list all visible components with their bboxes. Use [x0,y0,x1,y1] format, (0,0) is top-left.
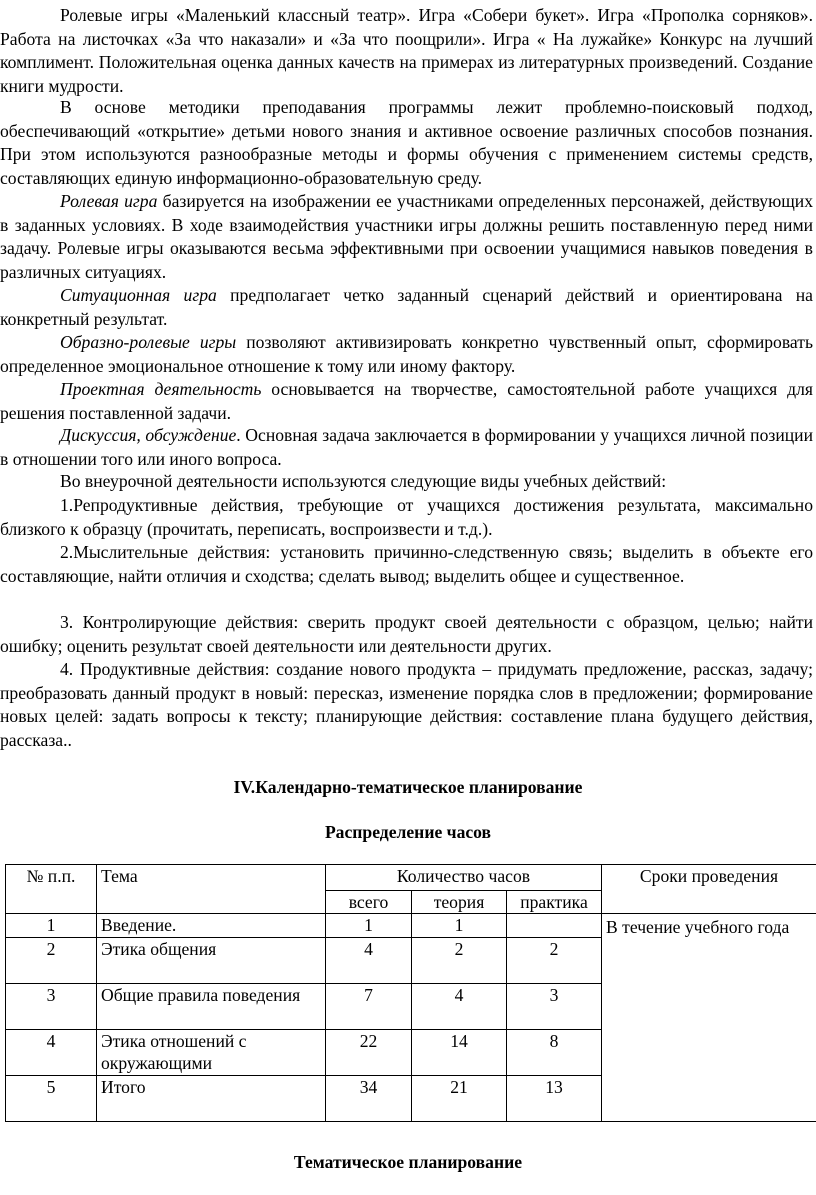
method-figurative-games [0,331,813,378]
row-practice: 8 [507,1030,602,1076]
row-total: 7 [326,984,412,1030]
method-text: . Основная задача заключается в формировании у учащихся личной позиции в отношении того или иного вопроса. [0,425,813,469]
method-text: базируется на изображении ее участниками определенных персонажей, действующих в заданных условиях. В ходе взаимодействия участники игры должны решить поставленную перед ними задачу. Ролевые игры оказываются весьма эффективными при освоении учащимися навыков поведения в различных ситуациях. [0,191,813,282]
method-project-activity [0,378,813,425]
row-practice: 13 [507,1076,602,1122]
header-practice: практика [507,891,602,914]
row-topic: Общие правила поведения [97,984,326,1030]
header-num: № п.п. [6,865,97,914]
row-total: 1 [326,914,412,938]
dates-cell: В течение учебного года [602,914,816,1122]
method-situational-game [0,284,813,331]
hours-table [5,864,816,1122]
row-topic: Введение. [97,914,326,938]
header-dates: Сроки проведения [602,865,816,914]
activities-intro: Во внеурочной деятельности используются следующие виды учебных действий: [60,471,667,491]
method-text: основывается на творчестве, самостоятельной работе учащихся для решения поставленной задачи. [0,379,813,423]
activity-item: 3. Контролирующие действия: сверить продукт своей деятельности с образцом, целью; найти ошибку; оценить результат своей деятельности или деятельности других. [0,612,813,656]
header-total: всего [326,891,412,914]
method-term: Проектная деятельность [60,379,262,399]
thematic-planning-title: Тематическое планирование [293,1152,523,1172]
method-term: Ситуационная игра [60,285,217,305]
method-term: Ролевая игра [60,191,158,211]
activity-item: 1.Репродуктивные действия, требующие от учащихся достижения результата, максимально близкого к образцу (прочитать, переписать, воспроизвести и т.д.). [0,495,813,539]
row-theory: 14 [412,1030,507,1076]
row-num: 3 [6,984,97,1030]
games-paragraph: Ролевые игры «Маленький классный театр». Игра «Собери букет». Игра «Прополка сорняков». Работа на листочках «За что наказали» и «За что поощрили». Игра « На лужайке» Конкурс на лучший комплимент. Положительная оценка данных качеств на примерах из литературных произведений. Создание книги мудрости. [0,5,813,96]
row-num: 2 [6,938,97,984]
row-total: 34 [326,1076,412,1122]
table-title: Распределение часов [324,822,492,842]
row-topic: Этика отношений с окружающими [97,1030,326,1076]
row-practice: 3 [507,984,602,1030]
row-theory: 4 [412,984,507,1030]
methodology-paragraph: В основе методики преподавания программы лежит проблемно-поисковый подход, обеспечивающий «открытие» детьми нового знания и активное освоение различных способов познания. При этом используются разнообразные методы и формы обучения с применением системы средств, составляющих единую информационно-образовательную среду. [0,97,813,188]
row-practice: 2 [507,938,602,984]
method-text: позволяют активизировать конкретно чувственный опыт, сформировать определенное эмоциональное отношение к тому или иному фактору. [0,332,813,376]
row-num: 5 [6,1076,97,1122]
method-term: Образно-ролевые игры [60,332,237,352]
header-topic: Тема [97,865,326,914]
row-topic: Итого [97,1076,326,1122]
header-theory: теория [412,891,507,914]
row-practice [507,914,602,938]
method-term: Дискуссия, обсуждение [60,425,237,445]
activity-item: 4. Продуктивные действия: создание нового продукта – придумать предложение, рассказ, задачу; преобразовать данный продукт в новый: пересказ, изменение порядка слов в предложении; формирование новых целей: задать вопросы к тексту; планирующие действия: составление плана будущего действия, рассказа.. [0,659,813,750]
row-theory: 2 [412,938,507,984]
row-theory: 21 [412,1076,507,1122]
table-header-row [6,865,816,891]
row-topic: Этика общения [97,938,326,984]
method-role-play [0,190,813,284]
method-discussion [0,424,813,471]
table-row [6,914,816,938]
row-num: 4 [6,1030,97,1076]
section-title: IV.Календарно-тематическое планирование [233,777,583,797]
method-text: предполагает четко заданный сценарий действий и ориентирована на конкретный результат. [0,285,813,329]
row-total: 4 [326,938,412,984]
row-theory: 1 [412,914,507,938]
activity-item: 2.Мыслительные действия: установить причинно-следственную связь; выделить в объекте его составляющие, найти отличия и сходства; сделать вывод; выделить общее и существенное. [0,542,813,586]
row-total: 22 [326,1030,412,1076]
row-num: 1 [6,914,97,938]
header-hours: Количество часов [326,865,602,891]
